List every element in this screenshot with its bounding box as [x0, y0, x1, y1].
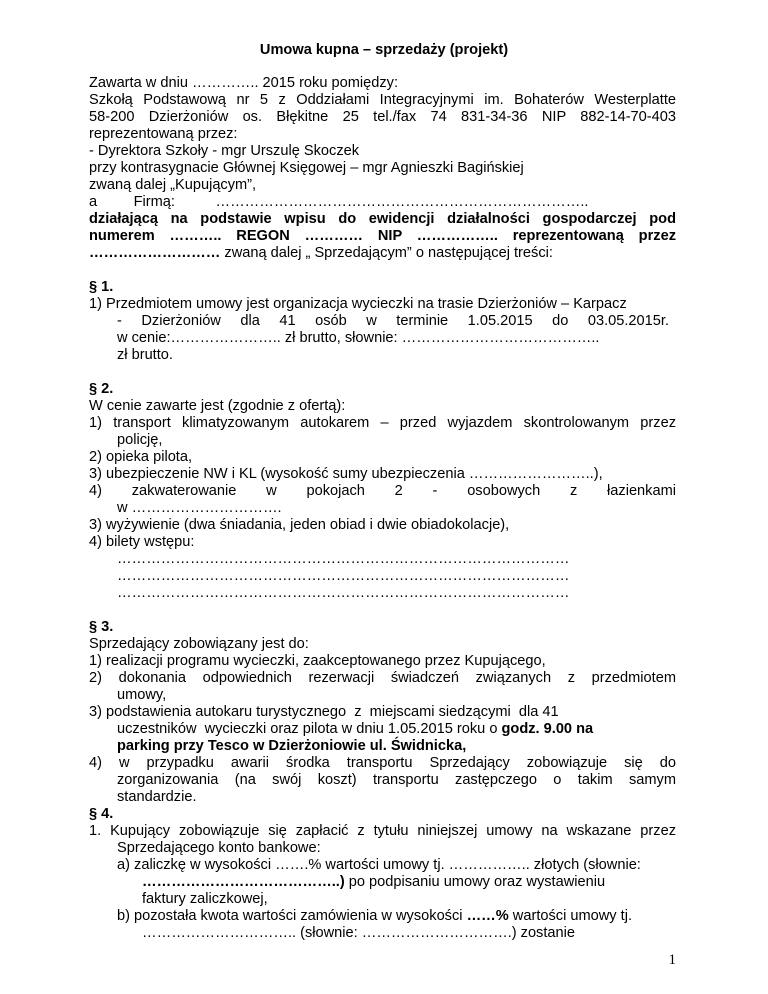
text-line: 1) realizacji programu wycieczki, zaakceptowanego przez Kupującego,	[89, 653, 546, 669]
text-line: zł brutto.	[117, 347, 173, 363]
text-line: Szkołą Podstawową nr 5 z Oddziałami Integracyjnymi im. Bohaterów Westerplatte	[89, 92, 676, 108]
text-line: działającą na podstawie wpisu do ewidencji działalności gospodarczej pod	[89, 211, 676, 227]
text-run: uczestników wycieczki oraz pilota w dniu 1.05.2015 roku o	[117, 721, 502, 737]
text-line: 58-200 Dzierżoniów os. Błękitne 25 tel./fax 74 831-34-36 NIP 882-14-70-403	[89, 109, 676, 125]
section-heading: § 4.	[89, 806, 114, 822]
text-line: W cenie zawarte jest (zgodnie z ofertą):	[89, 398, 346, 414]
text-line: 4) w przypadku awarii środka transportu Sprzedający zobowiązuje się do	[89, 755, 676, 771]
dotted-fill-line: …………………………………………………………………………………	[117, 551, 570, 567]
text-line	[89, 245, 553, 262]
text-line: ………………………….. (słownie: ………………………….) zostanie	[142, 925, 576, 941]
blank-field: ………………………	[89, 245, 221, 261]
text-line: w cenie:………………….. zł brutto, słownie: …………………………………..	[117, 330, 600, 346]
text-line: policję,	[117, 432, 163, 448]
text-line	[117, 908, 632, 925]
text-line: a Firmą: …………………………………………………………………..	[89, 194, 589, 210]
text-line: Sprzedający zobowiązany jest do:	[89, 636, 309, 652]
text-line: - Dzierżoniów dla 41 osób w terminie 1.05.2015 do 03.05.2015r.	[117, 313, 669, 329]
text-line: zorganizowania (na swój koszt) transportu zastępczego o takim samym	[117, 772, 676, 788]
text-line: 3) ubezpieczenie NW i KL (wysokość sumy ubezpieczenia ……………………..),	[89, 466, 603, 482]
dotted-fill-line: …………………………………………………………………………………	[117, 568, 570, 584]
text-line: 1) transport klimatyzowanym autokarem – przed wyjazdem skontrolowanym przez	[89, 415, 676, 431]
text-line: faktury zaliczkowej,	[142, 891, 268, 907]
section-heading: § 3.	[89, 619, 114, 635]
document-title: Umowa kupna – sprzedaży (projekt)	[259, 42, 509, 58]
text-run: po podpisaniu umowy oraz wystawieniu	[344, 874, 606, 890]
text-line: przy kontrasygnacie Głównej Księgowej – mgr Agnieszki Bagińskiej	[89, 160, 524, 176]
text-line: w ………………………….	[117, 500, 282, 516]
text-line: numerem ……….. REGON ………… NIP …………….. reprezentowaną przez	[89, 228, 676, 244]
page-number: 1	[668, 952, 676, 968]
text-line: 3) wyżywienie (dwa śniadania, jeden obiad i dwie obiadokolacje),	[89, 517, 510, 533]
text-line: - Dyrektora Szkoły - mgr Urszulę Skoczek	[89, 143, 360, 159]
text-line: zwaną dalej „Kupującym”,	[89, 177, 257, 193]
text-line: 3) podstawienia autokaru turystycznego z miejscami siedzącymi dla 41	[89, 704, 559, 720]
text-run: b) pozostała kwota wartości zamówienia w wysokości	[117, 908, 467, 924]
section-heading: § 1.	[89, 279, 114, 295]
blank-field: ……%	[466, 908, 509, 924]
text-line: reprezentowaną przez:	[89, 126, 238, 142]
text-line: umowy,	[117, 687, 167, 703]
text-run: wartości umowy tj.	[508, 908, 633, 924]
dotted-fill-line: …………………………………………………………………………………	[117, 585, 570, 601]
text-line: 2) opieka pilota,	[89, 449, 193, 465]
text-line: 4) zakwaterowanie w pokojach 2 - osobowych z łazienkami	[89, 483, 676, 499]
text-line: standardzie.	[117, 789, 197, 805]
blank-field: …………………………………..)	[142, 874, 345, 890]
text-line: a) zaliczkę w wysokości …….% wartości umowy tj. …………….. złotych (słownie:	[117, 857, 641, 873]
text-line	[142, 874, 605, 891]
bold-text-run: godz. 9.00 na	[501, 721, 594, 737]
text-line: Zawarta w dniu ………….. 2015 roku pomiędzy:	[89, 75, 399, 91]
text-line: 1. Kupujący zobowiązuje się zapłacić z tytułu niniejszej umowy na wskazane przez	[89, 823, 676, 839]
text-line	[117, 721, 593, 738]
text-line: parking przy Tesco w Dzierżoniowie ul. Świdnicka,	[117, 738, 467, 754]
section-heading: § 2.	[89, 381, 114, 397]
text-line: 4) bilety wstępu:	[89, 534, 195, 550]
text-line: 2) dokonania odpowiednich rezerwacji świadczeń związanych z przedmiotem	[89, 670, 676, 686]
text-line: Sprzedającego konto bankowe:	[117, 840, 321, 856]
text-line: 1) Przedmiotem umowy jest organizacja wycieczki na trasie Dzierżoniów – Karpacz	[89, 296, 627, 312]
text-run: zwaną dalej „ Sprzedającym” o następującej treści:	[220, 245, 553, 261]
